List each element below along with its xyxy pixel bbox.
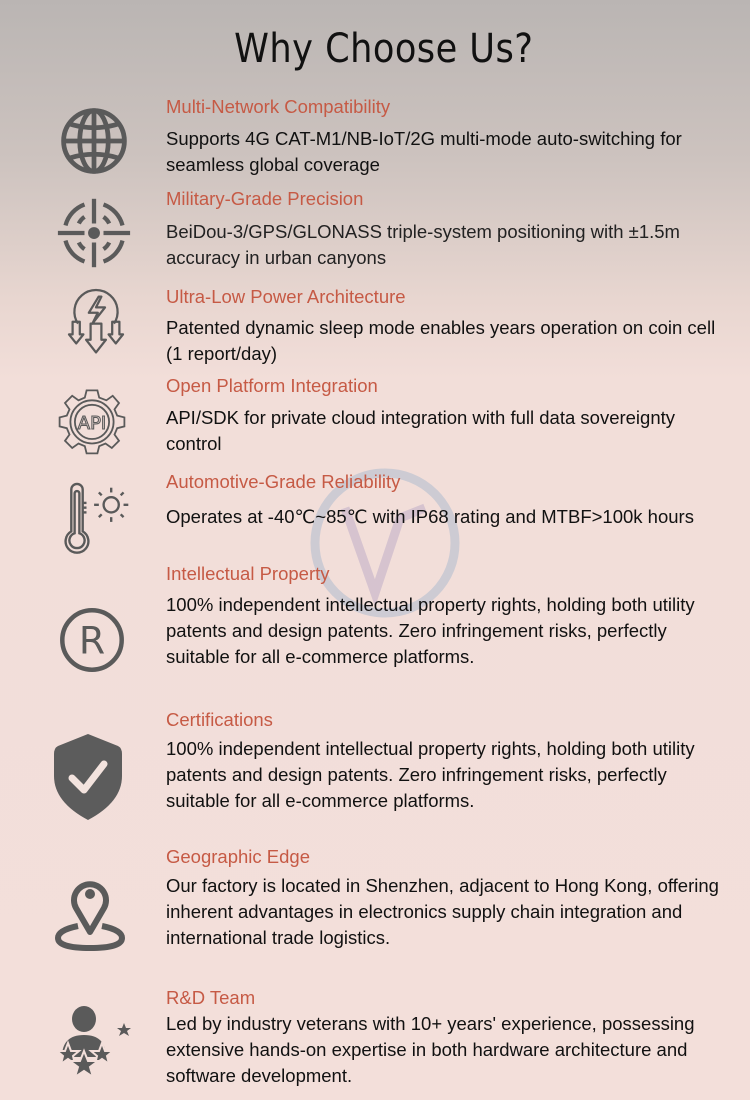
registered-trademark-icon bbox=[56, 604, 128, 676]
team-stars-icon bbox=[44, 1005, 134, 1081]
feature-description: Our factory is located in Shenzhen, adjacent to Hong Kong, offering inherent advantages in electronics supply chain integration and international trade logistics. bbox=[166, 875, 719, 948]
location-pin-icon bbox=[52, 868, 128, 954]
feature-description: Patented dynamic sleep mode enables years operation on coin cell (1 report/day) bbox=[166, 317, 716, 364]
api-gear-icon bbox=[56, 385, 128, 457]
feature-heading: Automotive-Grade Reliability bbox=[166, 471, 401, 492]
feature-heading: Multi-Network Compatibility bbox=[166, 96, 391, 117]
feature-heading: Certifications bbox=[166, 709, 273, 730]
thermometer-sun-icon bbox=[58, 482, 134, 558]
feature-description: 100% independent intellectual property rights, holding both utility patents and design patents. Zero infringement risks, perfectly suitable for all e-commerce platforms. bbox=[166, 594, 695, 667]
feature-heading: R&D Team bbox=[166, 987, 256, 1008]
page-title: Why Choose Us? bbox=[234, 26, 534, 72]
svg-text:R: R bbox=[78, 618, 106, 663]
feature-heading: Geographic Edge bbox=[166, 846, 310, 867]
feature-heading: Open Platform Integration bbox=[166, 375, 378, 396]
svg-text:API: API bbox=[77, 413, 107, 435]
feature-heading: Military-Grade Precision bbox=[166, 188, 364, 209]
globe-icon bbox=[56, 103, 132, 179]
feature-heading: Ultra-Low Power Architecture bbox=[166, 286, 406, 307]
feature-description: Led by industry veterans with 10+ years' experience, possessing extensive hands-on expertise in both hardware architecture and software development. bbox=[166, 1013, 695, 1086]
feature-heading: Intellectual Property bbox=[166, 563, 330, 584]
feature-description: Supports 4G CAT-M1/NB-IoT/2G multi-mode auto-switching for seamless global coverage bbox=[166, 128, 682, 175]
crosshair-target-icon bbox=[56, 195, 132, 271]
feature-description: API/SDK for private cloud integration with full data sovereignty control bbox=[166, 407, 676, 454]
feature-description: BeiDou-3/GPS/GLONASS triple-system positioning with ±1.5m accuracy in urban canyons bbox=[166, 221, 680, 268]
feature-description: Operates at -40℃~85℃ with IP68 rating and MTBF>100k hours bbox=[166, 506, 694, 527]
low-power-energy-icon bbox=[60, 284, 132, 356]
shield-check-icon bbox=[48, 732, 128, 822]
feature-description: 100% independent intellectual property rights, holding both utility patents and design patents. Zero infringement risks, perfectly suitable for all e-commerce platforms. bbox=[166, 738, 695, 811]
